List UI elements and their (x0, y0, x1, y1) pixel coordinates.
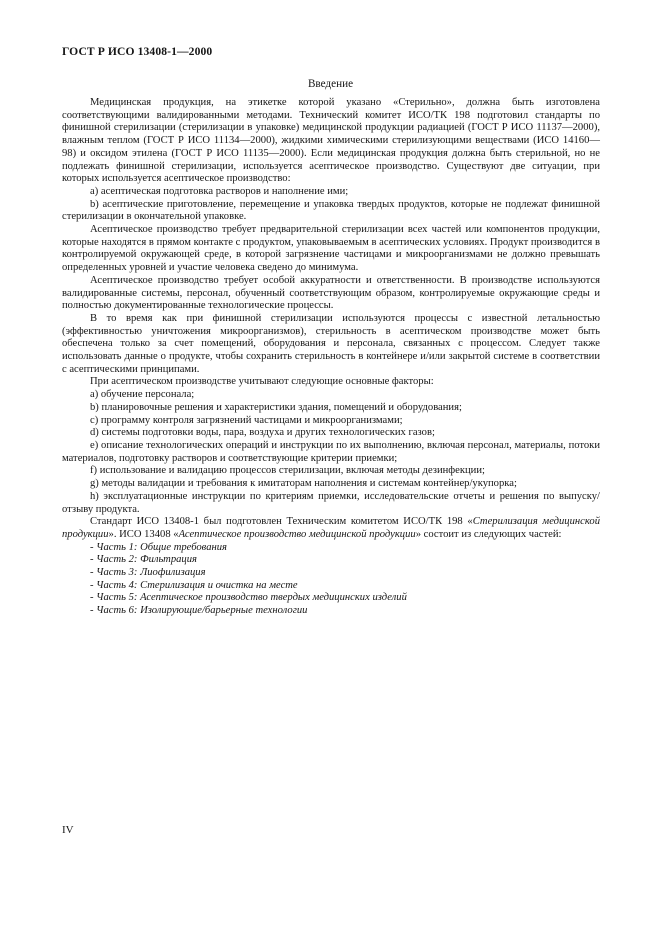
list-item: d) системы подготовки воды, пара, воздуха и других технологических газов; (90, 427, 435, 439)
committee-title: Стерилизация медицинской продукции (62, 516, 600, 540)
list-item: b) планировочные решения и характеристики здания, помещений и оборудования; (90, 401, 462, 413)
paragraph: Асептическое производство требует особой аккуратности и ответственности. В производстве используются валидированные системы, персонал, обученный соответствующим образом, контролируемые окружающие среды и полностью документированные технологические процессы. (62, 274, 600, 312)
list-item: a) обучение персонала; (90, 389, 195, 401)
part-item: - Часть 5: Асептическое производство твердых медицинских изделий (90, 592, 407, 604)
list-item: h) эксплуатационные инструкции по критериям приемки, исследовательские отчеты и решения по выпуску/отзыву продукта. (62, 490, 600, 515)
list-item: f) использование и валидацию процессов стерилизации, включая методы дезинфекции; (90, 465, 485, 477)
list-item: a) асептическая подготовка растворов и наполнение ими; (90, 185, 349, 197)
page-number: IV (62, 824, 74, 836)
part-item: - Часть 4: Стерилизация и очистка на месте (90, 579, 298, 591)
part-item: - Часть 1: Общие требования (90, 541, 227, 553)
standard-header: ГОСТ Р ИСО 13408-1—2000 (62, 45, 213, 58)
paragraph: Медицинская продукция, на этикетке которой указано «Стерильно», должна быть изготовлена соответствующими валидированными методами. Технический комитет ИСО/ТК 198 подготовил стандарты по финишной стерилизации (стерилизации в упаковке) медицинской продукции радиацией (ГОСТ Р ИСО 11137—2000), влажным теплом (ГОСТ Р ИСО 11134—2000), жидкими химическими стерилизующими веществами (ИСО 14160—98) и оксидом этилена (ГОСТ Р ИСО 11135—2000). Если медицинская продукция должна быть стерильной, но не подлежать финишной стерилизации, используется асептическое производство. Существуют две ситуации, при которых используется асептическое производство: (62, 97, 600, 185)
list-item: g) методы валидации и требования к имитаторам наполнения и системам контейнер/укупорка; (90, 478, 517, 490)
list-item: c) программу контроля загрязнений частицами и микроорганизмами; (90, 414, 403, 426)
part-item: - Часть 3: Лиофилизация (90, 567, 206, 579)
standard-paragraph (62, 516, 600, 541)
part-item: - Часть 6: Изолирующие/барьерные технологии (90, 605, 308, 617)
standard-text: ». ИСО 13408 « (108, 528, 179, 540)
standard-text: Стандарт ИСО 13408-1 был подготовлен Техническим комитетом ИСО/ТК 198 « (90, 516, 473, 528)
standard-title: Асептическое производство медицинской продукции (178, 528, 416, 540)
list-item: b) асептические приготовление, перемещение и упаковка твердых продуктов, которые не подлежат финишной стерилизации в окончательной упаковке. (62, 198, 600, 223)
paragraph: Асептическое производство требует предварительной стерилизации всех частей или компонентов продукции, которые находятся в прямом контакте с продуктом, упаковываемым в асептических условиях. Продукт производится в контролируемой окружающей среде, в которой загрязнение частицами и микроорганизмами не должно превышать определенных уровней и участие человека сведено до минимума. (62, 224, 600, 274)
body-text (62, 97, 600, 618)
list-item: e) описание технологических операций и инструкции по их выполнению, включая персонал, материалы, потоки материалов, подготовку растворов и соответствующие критерии приемки; (62, 439, 600, 464)
section-title: Введение (307, 78, 354, 90)
paragraph: При асептическом производстве учитывают следующие основные факторы: (90, 376, 434, 388)
paragraph: В то время как при финишной стерилизации используются процессы с известной летальностью (эффективностью уничтожения микроорганизмов), стерильность в асептическом производстве может быть обеспечена только за счет помещений, оборудования и персонала, связанных с процессом. Следует также использовать данные о продукте, чтобы сохранить стерильность в контейнере и/или закрытой системе в соответствии с асептическими принципами. (62, 312, 600, 375)
part-item: - Часть 2: Фильтрация (90, 554, 197, 566)
standard-text: » состоит из следующих частей: (415, 528, 562, 540)
